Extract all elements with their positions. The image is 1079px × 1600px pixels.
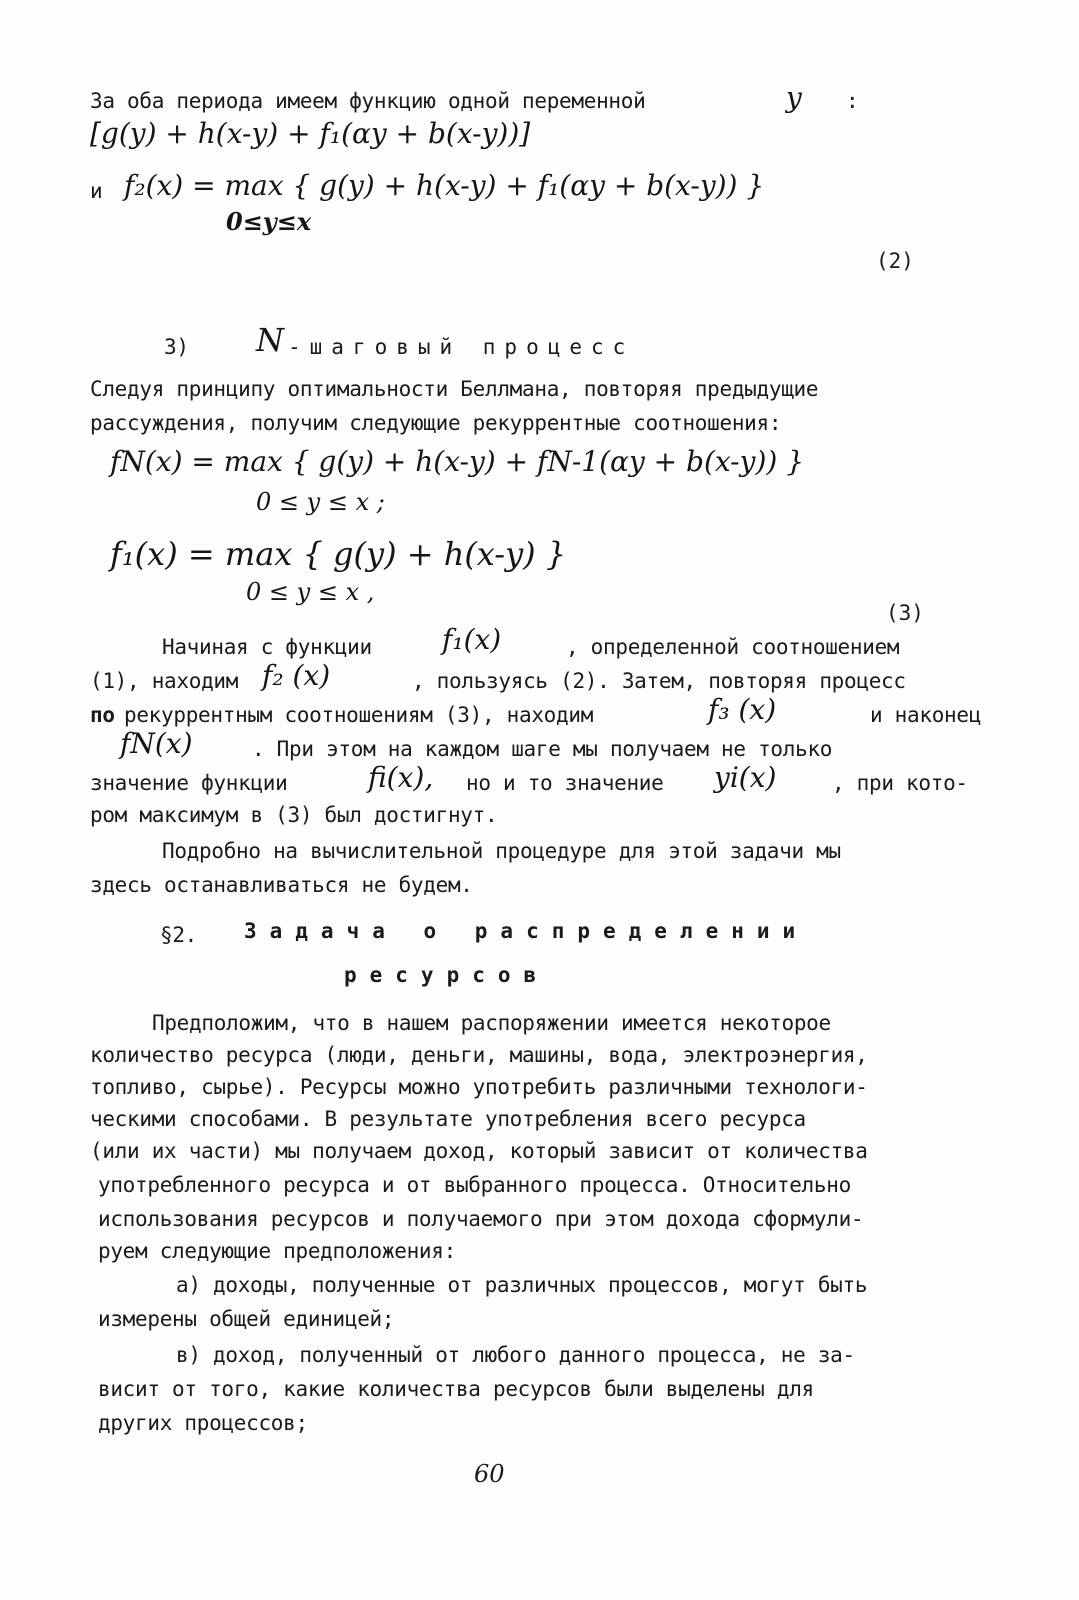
text-line: ческими способами. В результате употребления всего ресурса xyxy=(90,1107,806,1131)
list-item-b: в) доход, полученный от любого данного процесса, не за- xyxy=(176,1343,855,1367)
formula-inline: fN(x) xyxy=(120,727,193,760)
text-line: топливо, сырье). Ресурсы можно употребить различными технологи- xyxy=(90,1075,868,1099)
list-item-a-continued: измерены общей единицей; xyxy=(98,1307,395,1331)
text-line: Начиная с функции xyxy=(162,635,372,659)
text-line: За оба периода имеем функцию одной переменной xyxy=(90,89,646,113)
formula-inline: fi(x), xyxy=(368,761,434,794)
formula-line: [g(y) + h(x-y) + f₁(αy + b(x-y))] xyxy=(90,117,531,150)
text-line: , определенной соотношением xyxy=(566,635,900,659)
formula-f1-constraint: 0 ≤ y ≤ x , xyxy=(246,578,375,606)
text-colon: : xyxy=(846,89,859,113)
list-item-a: а) доходы, полученные от различных процессов, могут быть xyxy=(176,1273,868,1297)
text-line: Подробно на вычислительной процедуре для этой задачи мы xyxy=(162,839,841,863)
formula-variable: y xyxy=(786,81,802,114)
text-line: количество ресурса (люди, деньги, машины, вода, электроэнергия, xyxy=(90,1043,868,1067)
equation-number-2: (2) xyxy=(876,249,914,273)
formula-fN: fN(x) = max { g(y) + h(x-y) + fN-1(αy + b(x-y)) } xyxy=(110,445,805,478)
text-line: употребленного ресурса и от выбранного процесса. Относительно xyxy=(98,1173,851,1197)
list-item-b-continued: висит от того, какие количества ресурсов были выделены для xyxy=(98,1377,814,1401)
section-symbol: N xyxy=(256,321,284,359)
formula-inline: f₂ (x) xyxy=(262,659,331,692)
text-conjunction: и xyxy=(90,179,103,203)
text-line: рекуррентным соотношениям (3), находим xyxy=(124,703,594,727)
text-line: и наконец xyxy=(870,703,982,727)
list-item-b-continued: других процессов; xyxy=(98,1411,308,1435)
section-number: §2. xyxy=(160,923,198,947)
section-number: 3) xyxy=(164,335,189,359)
text-line: руем следующие предположения: xyxy=(98,1239,456,1263)
text-line: , пользуясь (2). Затем, повторяя процесс xyxy=(412,669,906,693)
text-line: . При этом на каждом шаге мы получаем не только xyxy=(252,737,833,761)
formula-inline: f₃ (x) xyxy=(708,693,777,726)
text-line: (1), находим xyxy=(90,669,239,693)
formula-f1: f₁(x) = max { g(y) + h(x-y) } xyxy=(110,535,567,573)
text-line: но и то значение xyxy=(466,771,664,795)
page-number: 60 xyxy=(474,1460,505,1488)
text-line: Следуя принципу оптимальности Беллмана, повторяя предыдущие xyxy=(90,377,819,401)
section-title: -шаговый процесс xyxy=(288,335,635,359)
formula-inline: yi(x) xyxy=(714,761,777,794)
text-line: значение функции xyxy=(90,771,288,795)
formula-f2: f₂(x) = max { g(y) + h(x-y) + f₁(αy + b(x-y)) } xyxy=(124,169,765,202)
section-title-continued: ресурсов xyxy=(344,963,550,987)
formula-f2-constraint: 0≤y≤x xyxy=(226,207,312,236)
formula-inline: f₁(x) xyxy=(442,623,502,656)
equation-number-3: (3) xyxy=(886,601,924,625)
formula-fN-constraint: 0 ≤ y ≤ x ; xyxy=(256,488,385,516)
text-line: ром максимум в (3) был достигнут. xyxy=(90,803,498,827)
section-title: Задача о распределении xyxy=(244,919,809,943)
text-line: (или их части) мы получаем доход, который зависит от количества xyxy=(90,1139,868,1163)
text-line: по xyxy=(90,703,115,727)
text-line: , при кото- xyxy=(832,771,968,795)
text-line: здесь останавливаться не будем. xyxy=(90,873,473,897)
text-line: использования ресурсов и получаемого при этом дохода сформули- xyxy=(98,1207,864,1231)
text-line: Предположим, что в нашем распоряжении имеется некоторое xyxy=(152,1011,831,1035)
text-line: рассуждения, получим следующие рекуррентные соотношения: xyxy=(90,411,782,435)
